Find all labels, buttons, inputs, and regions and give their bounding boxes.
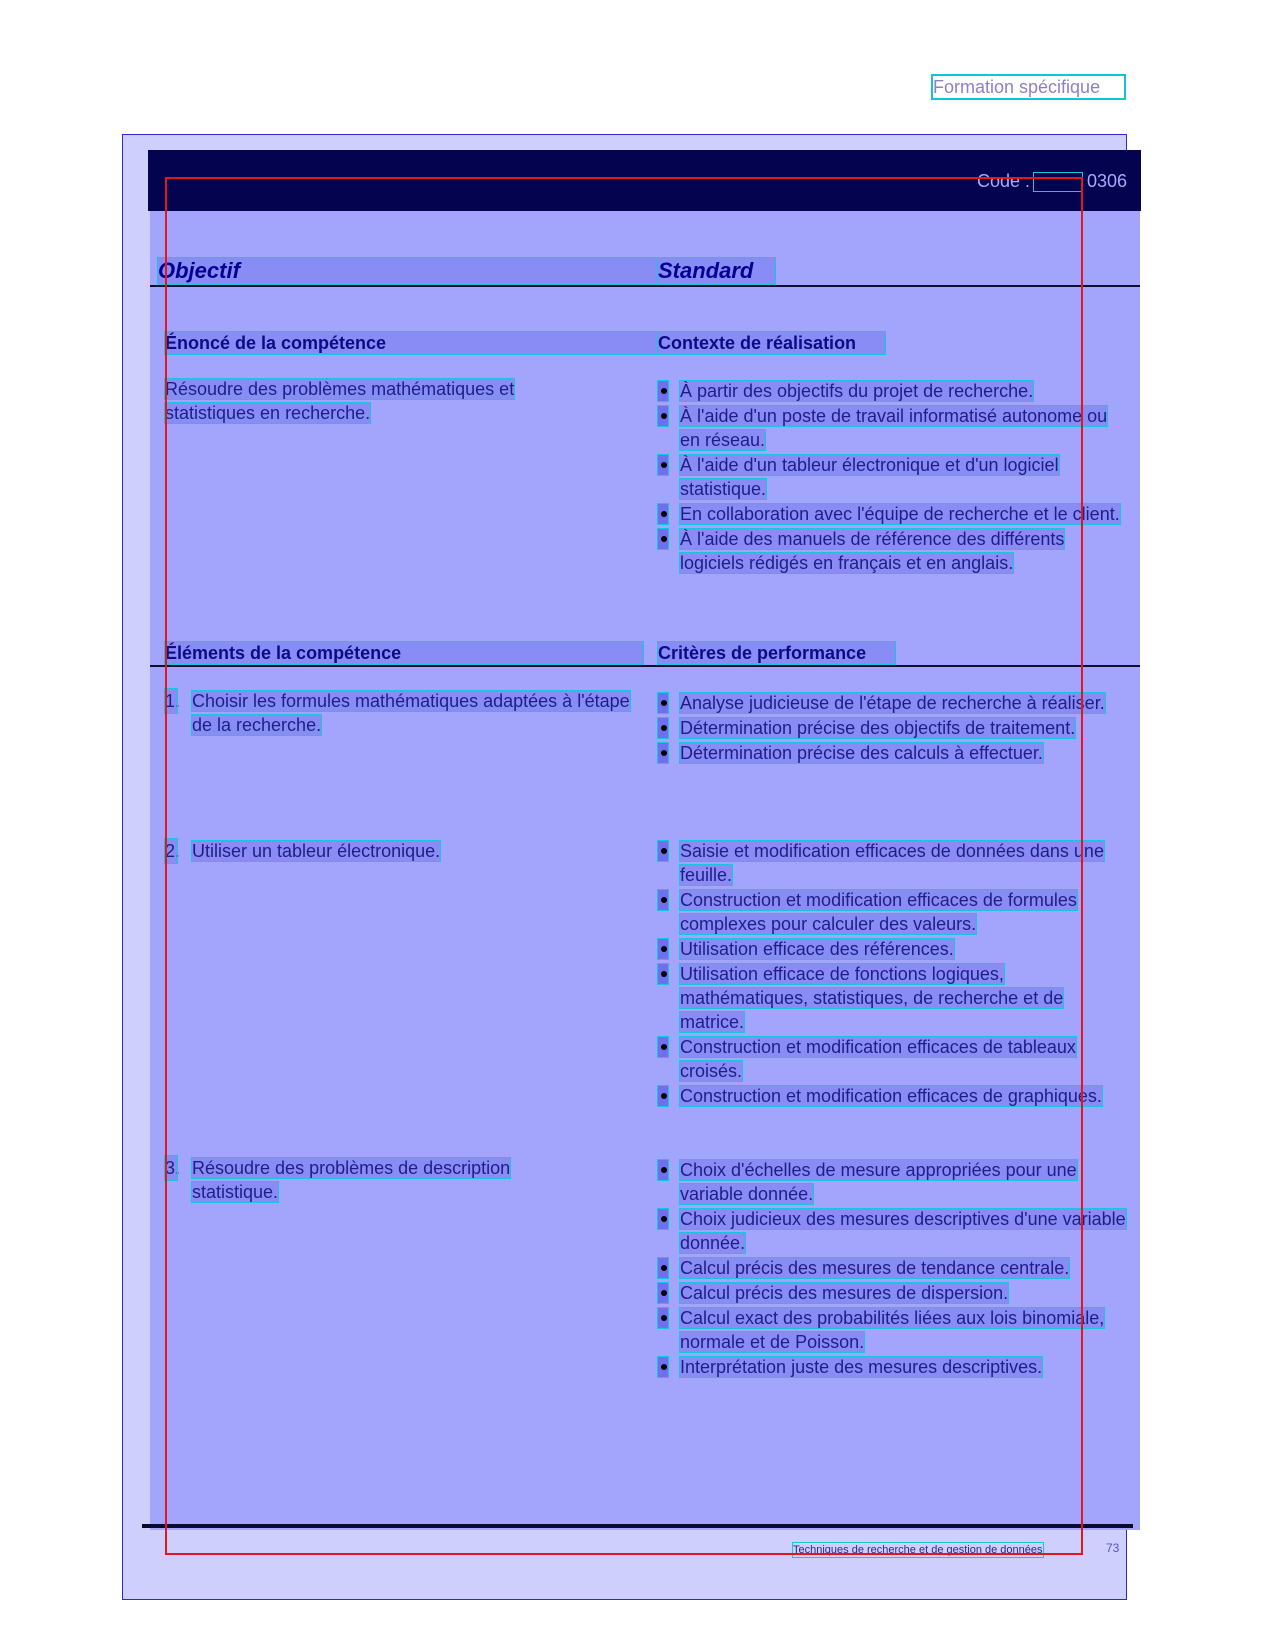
criteria-item: Analyse judicieuse de l'étape de recherche à réaliser. — [658, 691, 1108, 715]
bullet-icon — [658, 1209, 668, 1229]
heading-rule — [150, 285, 1140, 287]
code-value: 0306 — [1087, 171, 1128, 191]
element-text: Utiliser un tableur électronique. — [192, 841, 441, 861]
criteria-item: Calcul précis des mesures de tendance centrale. — [658, 1256, 1128, 1280]
criteria-item: Interprétation juste des mesures descriptives. — [658, 1355, 1128, 1379]
criteria-item: Utilisation efficace de fonctions logiques, mathématiques, statistiques, de recherche et de matrice. — [658, 962, 1128, 1034]
criteria-item: Construction et modification efficaces de formules complexes pour calculer des valeurs. — [658, 888, 1128, 936]
bullet-icon — [658, 455, 668, 475]
element-text: Résoudre des problèmes de description statistique. — [192, 1158, 511, 1202]
criteria-list-1 — [658, 691, 1108, 766]
bullet-icon — [658, 939, 668, 959]
heading-objectif: Objectif — [158, 258, 658, 284]
bullet-icon — [658, 1258, 668, 1278]
enonce-text — [165, 377, 575, 425]
section-label: Formation spécifique — [933, 76, 1124, 98]
contexte-item: À l'aide d'un tableur électronique et d'un logiciel statistique. — [658, 453, 1128, 501]
bullet-icon — [658, 718, 668, 738]
contexte-item: En collaboration avec l'équipe de recherche et le client. — [658, 502, 1128, 526]
elements-rule — [150, 665, 1140, 667]
criteria-item: Construction et modification efficaces de graphiques. — [658, 1084, 1128, 1108]
criteria-list-3 — [658, 1158, 1128, 1380]
criteria-item: Détermination précise des calculs à effectuer. — [658, 741, 1108, 765]
bullet-icon — [658, 1283, 668, 1303]
code-label: Code : — [977, 171, 1031, 191]
criteres-title: Critères de performance — [658, 642, 895, 664]
bullet-icon — [658, 529, 668, 549]
enonce-text-content: Résoudre des problèmes mathématiques et statistiques en recherche. — [165, 379, 515, 423]
bullet-icon — [658, 841, 668, 861]
criteria-item: Choix d'échelles de mesure appropriées pour une variable donnée. — [658, 1158, 1128, 1206]
element-number: 1. — [165, 691, 181, 711]
contexte-item: À l'aide d'un poste de travail informatisé autonome ou en réseau. — [658, 404, 1128, 452]
bullet-icon — [658, 743, 668, 763]
bullet-icon — [658, 406, 668, 426]
criteria-item: Construction et modification efficaces de tableaux croisés. — [658, 1035, 1128, 1083]
elements-title: Éléments de la compétence — [165, 642, 643, 664]
bullet-icon — [658, 1357, 668, 1377]
element-number: 2. — [165, 841, 181, 861]
criteria-item: Choix judicieux des mesures descriptives d'une variable donnée. — [658, 1207, 1128, 1255]
bullet-icon — [658, 504, 668, 524]
element-text: Choisir les formules mathématiques adaptées à l'étape de la recherche. — [192, 691, 630, 735]
bullet-icon — [658, 1160, 668, 1180]
bullet-icon — [658, 890, 668, 910]
contexte-item: À partir des objectifs du projet de recherche. — [658, 379, 1128, 403]
contexte-title-text: Contexte de réalisation — [658, 333, 857, 353]
bullet-icon — [658, 381, 668, 401]
enonce-title: Énoncé de la compétence — [165, 332, 657, 354]
contexte-list — [658, 379, 1128, 576]
criteria-item: Calcul exact des probabilités liées aux lois binomiale, normale et de Poisson. — [658, 1306, 1128, 1354]
criteria-item: Détermination précise des objectifs de traitement. — [658, 716, 1108, 740]
element-3 — [165, 1156, 585, 1204]
footer-rule — [142, 1524, 1133, 1528]
bullet-icon — [658, 693, 668, 713]
contexte-item: À l'aide des manuels de référence des différents logiciels rédigés en français et en anglais. — [658, 527, 1128, 575]
element-2 — [165, 839, 635, 863]
element-number: 3. — [165, 1158, 181, 1178]
bullet-icon — [658, 1037, 668, 1057]
heading-standard: Standard — [658, 258, 775, 284]
element-1 — [165, 689, 635, 737]
criteria-list-2 — [658, 839, 1128, 1109]
criteria-item: Utilisation efficace des références. — [658, 937, 1128, 961]
criteria-item: Calcul précis des mesures de dispersion. — [658, 1281, 1128, 1305]
page-number: 73 — [1106, 1541, 1120, 1555]
bullet-icon — [658, 964, 668, 984]
criteria-item: Saisie et modification efficaces de données dans une feuille. — [658, 839, 1128, 887]
bullet-icon — [658, 1308, 668, 1328]
bullet-icon — [658, 1086, 668, 1106]
code-box — [1033, 172, 1083, 192]
footer-text: Techniques de recherche et de gestion de données — [793, 1544, 1043, 1556]
